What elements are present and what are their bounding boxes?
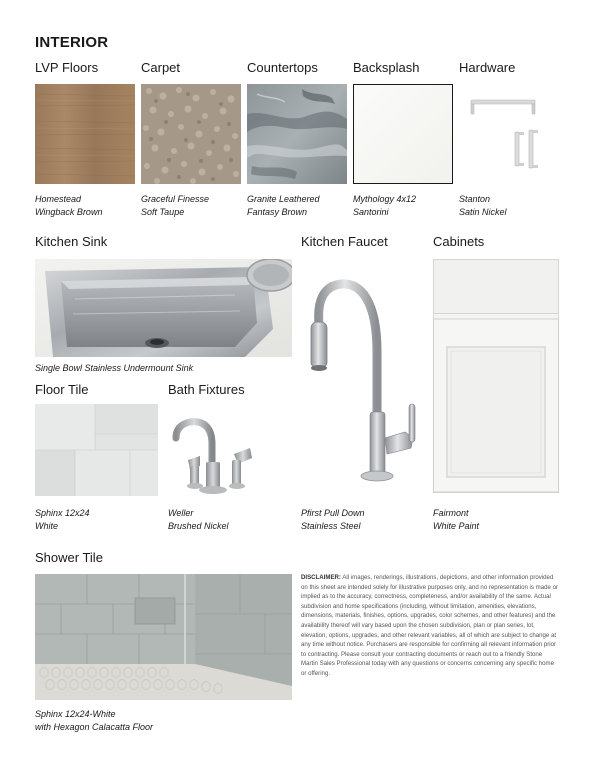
countertop-swatch [247,84,347,184]
lvp-floors-heading: LVP Floors [35,60,99,75]
cabinet-name: Fairmont [433,508,469,518]
kitchen-sink-image [35,259,292,357]
carpet-heading: Carpet [141,60,181,75]
shower-tile-caption [35,708,153,734]
carpet-name: Graceful Finesse [141,194,210,204]
kitchen-sink-heading: Kitchen Sink [35,234,108,249]
backsplash-heading: Backsplash [353,60,420,75]
bath-fixture-image [168,410,268,496]
cabinet-caption [433,507,479,533]
floor-tile-caption [35,507,90,533]
bath-fixture-name: Weller [168,508,194,518]
kitchen-faucet-finish: Stainless Steel [301,521,361,531]
disclaimer-heading: DISCLAIMER: [301,574,341,581]
shower-tile-floor: with Hexagon Calacatta Floor [35,722,154,732]
disclaimer-text [301,573,559,679]
hardware-name: Stanton [459,194,491,204]
countertop-caption [247,193,320,219]
countertop-name: Granite Leathered [247,194,320,204]
page-title: INTERIOR [35,34,109,51]
backsplash-color: Santorini [353,207,389,217]
cabinet-image [433,259,559,493]
bath-fixture-finish: Brushed Nickel [168,521,229,531]
hardware-caption [459,193,507,219]
floor-tile-swatch [35,404,158,496]
backsplash-caption [353,193,416,219]
carpet-caption [141,193,209,219]
hardware-swatch [459,84,559,184]
shower-tile-image [35,574,292,700]
countertops-heading: Countertops [247,60,318,75]
carpet-swatch [141,84,241,184]
floor-tile-color: White [35,521,59,531]
lvp-floor-caption [35,193,102,219]
backsplash-swatch [353,84,453,184]
kitchen-faucet-heading: Kitchen Faucet [301,234,388,249]
floor-tile-name: Sphinx 12x24 [35,508,90,518]
bath-fixtures-heading: Bath Fixtures [168,382,245,397]
cabinets-heading: Cabinets [433,234,485,249]
kitchen-faucet-name: Pfirst Pull Down [301,508,365,518]
carpet-color: Soft Taupe [141,207,185,217]
countertop-color: Fantasy Brown [247,207,308,217]
shower-tile-heading: Shower Tile [35,550,103,565]
bath-fixture-caption [168,507,229,533]
hardware-heading: Hardware [459,60,516,75]
cabinet-finish: White Paint [433,521,480,531]
lvp-floor-name: Homestead [35,194,82,204]
shower-tile-name: Sphinx 12x24-White [35,709,116,719]
floor-tile-heading: Floor Tile [35,382,89,397]
hardware-color: Satin Nickel [459,207,507,217]
kitchen-faucet-image [301,262,427,498]
kitchen-sink-name: Single Bowl Stainless Undermount Sink [35,363,194,373]
kitchen-faucet-caption [301,507,365,533]
backsplash-name: Mythology 4x12 [353,194,417,204]
kitchen-sink-caption [35,362,193,375]
lvp-floor-color: Wingback Brown [35,207,103,217]
disclaimer-body: All images, renderings, illustrations, depictions, and other information provided on this sheet are intended solely for illustrative purposes only, and no representation is made or implied as to the accuracy, correctness, completeness, and/or availability of the same. Actual subdivision and home specifications (including, without limitation, amenities, elevations, dimensions, materials, finishes, options, upgrades, color schemes, and other features) and the availability thereof will vary based upon the chosen subdivision, plan or plan series, lot, elevation, options, upgrades, and other relevant variables, all of which are subject to change at any time without notice. Purchasers are responsible for confirming all relevant information prior to contracting. Please consult your contracting documents or reach out to a friendly Stone Martin Sales Professional today with any questions or concerns concerning any specific home or offering. [301,574,558,677]
lvp-floor-swatch [35,84,135,184]
